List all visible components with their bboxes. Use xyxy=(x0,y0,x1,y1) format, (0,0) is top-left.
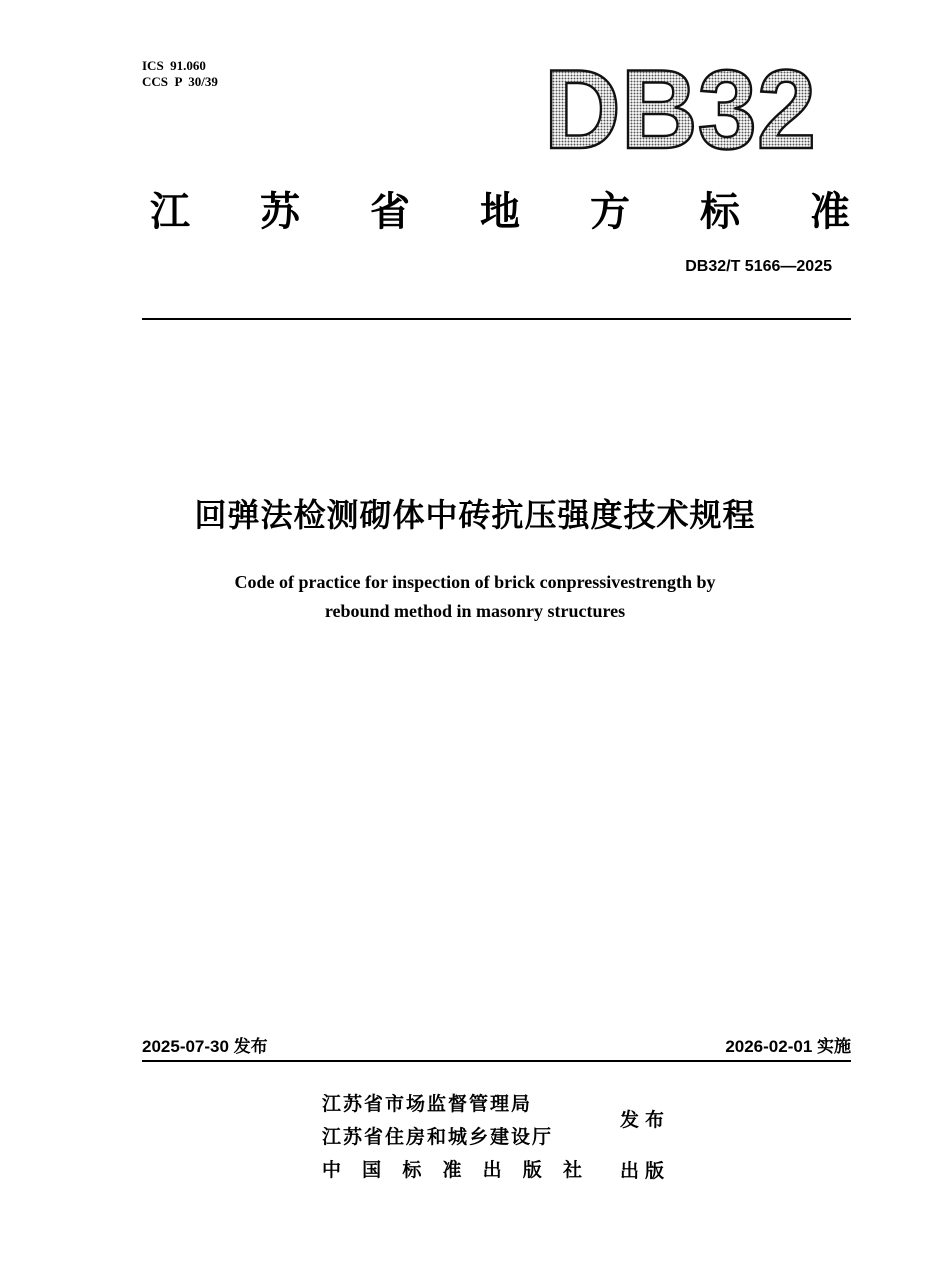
press-name-char: 版 xyxy=(522,1159,542,1181)
implementation-date: 2026-02-01 实施 xyxy=(725,1037,851,1056)
press-role-label: 出版 xyxy=(620,1160,671,1182)
bottom-divider xyxy=(142,1060,851,1062)
ics-code: ICS 91.060 xyxy=(142,58,206,73)
standard-type-char: 省 xyxy=(370,188,410,235)
standard-type-char: 方 xyxy=(590,188,630,235)
db32-logo xyxy=(540,56,822,156)
top-divider xyxy=(142,318,851,320)
press-name-char: 准 xyxy=(442,1159,462,1181)
press-name-char: 国 xyxy=(362,1159,382,1181)
press-name xyxy=(322,1154,582,1187)
standard-type-heading xyxy=(150,178,850,238)
ccs-code: CCS P 30/39 xyxy=(142,74,218,89)
chinese-title: 回弹法检测砌体中砖抗压强度技术规程 xyxy=(194,496,756,534)
standard-type-char: 标 xyxy=(700,188,740,235)
publisher-block xyxy=(322,1088,582,1187)
standard-type-char: 准 xyxy=(810,188,850,235)
issue-role-label: 发布 xyxy=(620,1109,671,1131)
press-name-char: 中 xyxy=(322,1159,342,1181)
standard-type-char: 苏 xyxy=(260,188,300,235)
standard-type-char: 地 xyxy=(480,188,520,235)
english-title-line: rebound method in masonry structures xyxy=(324,601,626,621)
standard-type-char: 江 xyxy=(150,188,190,235)
standard-number: DB32/T 5166—2025 xyxy=(685,258,832,275)
english-title xyxy=(150,568,800,626)
classification-codes xyxy=(142,58,218,90)
issuer-name: 江苏省住房和城乡建设厅 xyxy=(322,1126,554,1148)
issue-date: 2025-07-30 发布 xyxy=(142,1037,268,1056)
press-name-char: 出 xyxy=(482,1159,502,1181)
press-name-char: 社 xyxy=(562,1159,582,1181)
english-title-line: Code of practice for inspection of brick conpressivestrength by xyxy=(234,572,716,592)
press-name-char: 标 xyxy=(402,1159,422,1181)
db32-logo-text: DB32 xyxy=(544,56,816,156)
issuer-name: 江苏省市场监督管理局 xyxy=(322,1093,533,1115)
